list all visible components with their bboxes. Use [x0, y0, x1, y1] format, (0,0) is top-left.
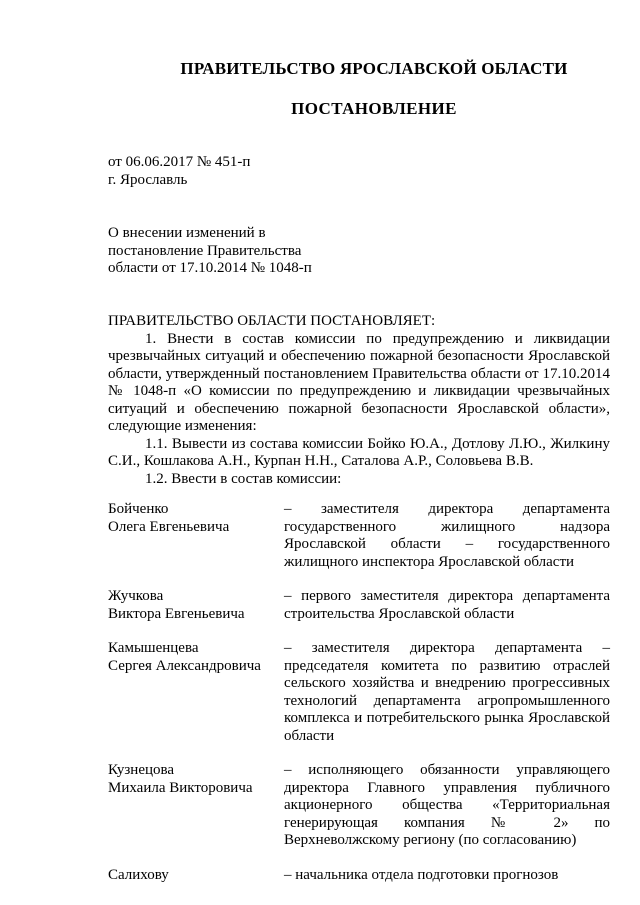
document-meta: [108, 154, 250, 189]
member-given-name: Олега Евгеньевича: [108, 518, 230, 535]
member-given-name: Виктора Евгеньевича: [108, 605, 245, 622]
member-given-name: Сергея Александровича: [108, 657, 261, 674]
subject-line: постановление Правительства: [108, 242, 302, 259]
member-row: [108, 501, 610, 571]
member-surname: Бойченко: [108, 501, 169, 517]
member-row: [108, 640, 610, 745]
member-role: – заместителя директора департамента – председателя комитета по развитию отраслей сельского хозяйства и внедрению прогрессивных технологий департамента агропромышленного комплекса и потребительского рынка Ярославской области: [284, 640, 610, 744]
member-row: [108, 867, 610, 885]
member-name: [108, 640, 284, 745]
document-subject: [108, 225, 312, 278]
member-role: – первого заместителя директора департамента строительства Ярославской области: [284, 588, 610, 622]
member-given-name: Михаила Викторовича: [108, 779, 253, 796]
members-list: [108, 501, 610, 901]
member-role: – исполняющего обязанности управляющего директора Главного управления публичного акционерного общества «Территориальная генерирующая компания № 2» по Верхневолжскому региону (по согласованию): [284, 762, 610, 848]
city: г. Ярославль: [108, 171, 188, 188]
subject-line: О внесении изменений в: [108, 225, 266, 241]
member-surname: Жучкова: [108, 588, 164, 604]
member-name: [108, 867, 284, 885]
resolves-heading: ПРАВИТЕЛЬСТВО ОБЛАСТИ ПОСТАНОВЛЯЕТ:: [108, 313, 436, 329]
member-role: – начальника отдела подготовки прогнозов: [284, 866, 559, 883]
date-number: от 06.06.2017 № 451-п: [108, 154, 251, 170]
member-row: [108, 762, 610, 850]
subject-line: области от 17.10.2014 № 1048-п: [108, 260, 312, 276]
document-type: ПОСТАНОВЛЕНИЕ: [291, 99, 457, 118]
member-surname: Салихову: [108, 866, 169, 883]
member-role: – заместителя директора департамента государственного жилищного надзора Ярославской области – государственного жилищного инспектора Ярославской области: [284, 501, 610, 570]
government-title: ПРАВИТЕЛЬСТВО ЯРОСЛАВСКОЙ ОБЛАСТИ: [180, 59, 568, 78]
paragraph-item-1-2: 1.2. Ввести в состав комиссии:: [145, 470, 342, 487]
member-surname: Кузнецова: [108, 762, 175, 778]
paragraph-item-1-1: 1.1. Вывести из состава комиссии Бойко Ю.А., Дотлову Л.Ю., Жилкину С.И., Кошлакова А.Н., Курпан Н.Н., Саталова А.Р., Соловьева В.В.: [108, 435, 610, 469]
paragraph-item-1: 1. Внести в состав комиссии по предупреждению и ликвидации чрезвычайных ситуаций и обеспечению пожарной безопасности Ярославской области, утвержденный постановлением Правительства области от 17.10.2014 № 1048-п «О комиссии по предупреждению и ликвидации чрезвычайных ситуаций и обеспечению пожарной безопасности Ярославской области», следующие изменения:: [108, 330, 610, 434]
member-name: [108, 762, 284, 850]
member-name: [108, 588, 284, 623]
member-name: [108, 501, 284, 571]
document-body: [108, 313, 610, 488]
member-row: [108, 588, 610, 623]
member-surname: Камышенцева: [108, 640, 199, 656]
